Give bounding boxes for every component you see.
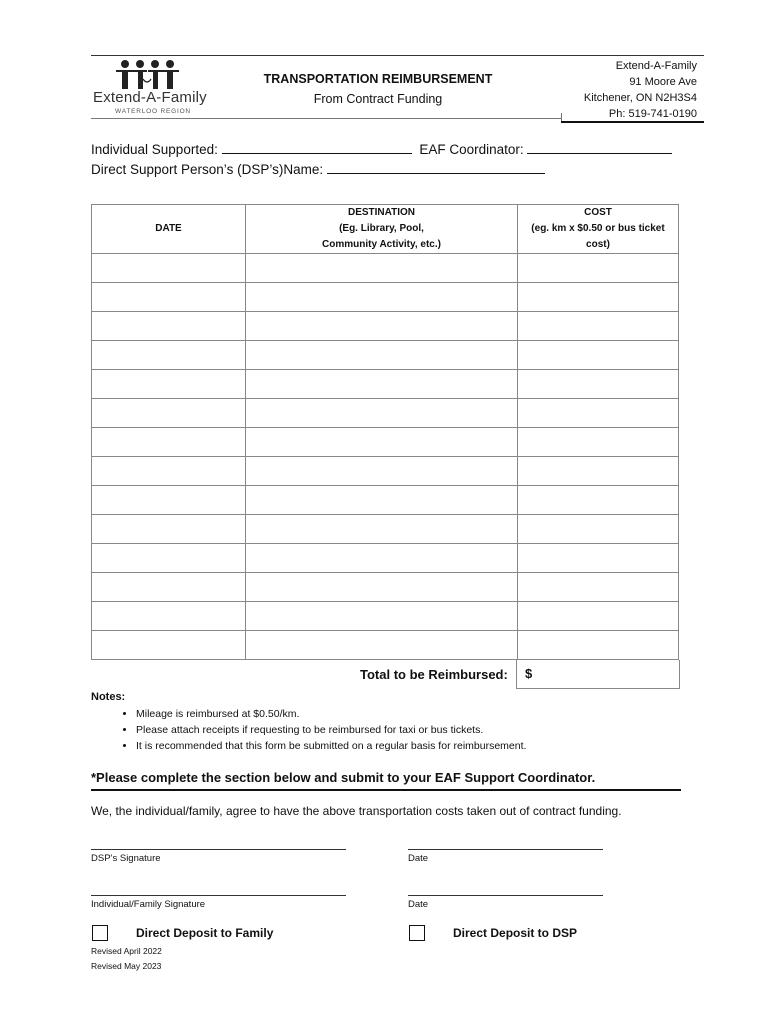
date-cell[interactable] xyxy=(92,370,246,399)
deposit-family-checkbox[interactable] xyxy=(92,925,108,941)
cost-cell[interactable] xyxy=(518,399,679,428)
eaf-coordinator-input[interactable] xyxy=(527,141,672,154)
destination-header-line: Community Activity, etc.) xyxy=(322,239,441,250)
revision-line: Revised May 2023 xyxy=(91,961,162,971)
destination-header-line: DESTINATION xyxy=(347,207,416,218)
cost-cell[interactable] xyxy=(518,283,679,312)
eaf-coordinator-label: EAF Coordinator: xyxy=(419,142,524,157)
dsp-name-field xyxy=(91,161,545,177)
cost-header-line: (eg. km x $0.50 or bus ticket xyxy=(531,223,665,234)
total-label: Total to be Reimbursed: xyxy=(360,667,508,682)
date-cell[interactable] xyxy=(92,312,246,341)
table-row xyxy=(92,457,679,486)
individual-supported-field xyxy=(91,141,672,157)
dsp-name-label: Direct Support Person’s (DSP’s)Name: xyxy=(91,162,324,177)
date-cell[interactable] xyxy=(92,544,246,573)
date-cell[interactable] xyxy=(92,399,246,428)
individual-signature-line[interactable] xyxy=(91,895,346,896)
dsp-signature-label: DSP’s Signature xyxy=(91,853,161,864)
cost-cell[interactable] xyxy=(518,254,679,283)
revision-notes xyxy=(91,944,162,974)
individual-supported-label: Individual Supported: xyxy=(91,142,218,157)
header-bottom-rule-left xyxy=(91,118,561,119)
deposit-dsp-checkbox[interactable] xyxy=(409,925,425,941)
table-row xyxy=(92,283,679,312)
notes-heading: Notes: xyxy=(91,691,126,703)
destination-header-line: (Eg. Library, Pool, xyxy=(339,223,424,234)
dsp-signature-line[interactable] xyxy=(91,849,346,850)
address-line: 91 Moore Ave xyxy=(629,76,697,88)
destination-cell[interactable] xyxy=(246,283,518,312)
destination-cell[interactable] xyxy=(246,428,518,457)
instruction-text: *Please complete the section below and submit to your EAF Support Coordinator. xyxy=(91,770,596,785)
destination-cell[interactable] xyxy=(246,544,518,573)
logo-region: WATERLOO REGION xyxy=(115,108,191,115)
destination-cell[interactable] xyxy=(246,341,518,370)
page-subtitle: From Contract Funding xyxy=(313,92,443,106)
page-title: TRANSPORTATION REIMBURSEMENT xyxy=(263,72,493,86)
destination-cell[interactable] xyxy=(246,312,518,341)
dsp-name-input[interactable] xyxy=(327,161,545,174)
table-row xyxy=(92,602,679,631)
destination-cell[interactable] xyxy=(246,457,518,486)
cost-cell[interactable] xyxy=(518,486,679,515)
logo-name: Extend-A-Family xyxy=(93,89,207,106)
date-cell[interactable] xyxy=(92,631,246,660)
address-line: Kitchener, ON N2H3S4 xyxy=(583,92,697,104)
table-header-row xyxy=(92,205,679,254)
date-cell[interactable] xyxy=(92,602,246,631)
individual-supported-input[interactable] xyxy=(222,141,412,154)
note-item: • Mileage is reimbursed at $0.50/km. xyxy=(136,706,691,722)
address-line: Ph: 519-741-0190 xyxy=(608,108,697,120)
cost-header-line: cost) xyxy=(586,239,610,250)
table-row xyxy=(92,254,679,283)
destination-cell[interactable] xyxy=(246,254,518,283)
cost-header xyxy=(518,205,679,254)
deposit-family-label: Direct Deposit to Family xyxy=(136,926,274,940)
date-cell[interactable] xyxy=(92,486,246,515)
cost-cell[interactable] xyxy=(518,428,679,457)
cost-cell[interactable] xyxy=(518,312,679,341)
date-cell[interactable] xyxy=(92,283,246,312)
destination-cell[interactable] xyxy=(246,602,518,631)
address-block xyxy=(497,58,697,122)
reimbursement-table xyxy=(91,204,679,660)
cost-cell[interactable] xyxy=(518,544,679,573)
table-row xyxy=(92,341,679,370)
family-figures-icon xyxy=(113,59,193,91)
destination-cell[interactable] xyxy=(246,573,518,602)
cost-cell[interactable] xyxy=(518,602,679,631)
table-row xyxy=(92,370,679,399)
destination-cell[interactable] xyxy=(246,515,518,544)
date-cell[interactable] xyxy=(92,515,246,544)
table-row xyxy=(92,631,679,660)
destination-header xyxy=(246,205,518,254)
date-label-1: Date xyxy=(408,853,429,864)
destination-cell[interactable] xyxy=(246,631,518,660)
cost-cell[interactable] xyxy=(518,515,679,544)
table-row xyxy=(92,486,679,515)
cost-cell[interactable] xyxy=(518,573,679,602)
date-header xyxy=(92,205,246,254)
cost-header-line: COST xyxy=(584,207,612,218)
table-row xyxy=(92,515,679,544)
header-top-rule xyxy=(91,55,704,56)
revision-line: Revised April 2022 xyxy=(91,946,162,956)
table-row xyxy=(92,573,679,602)
date-line-1[interactable] xyxy=(408,849,603,850)
date-cell[interactable] xyxy=(92,457,246,486)
date-cell[interactable] xyxy=(92,428,246,457)
table-row xyxy=(92,312,679,341)
total-currency-symbol: $ xyxy=(525,666,533,681)
date-cell[interactable] xyxy=(92,573,246,602)
cost-cell[interactable] xyxy=(518,457,679,486)
note-item: • Please attach receipts if requesting to be reimbursed for taxi or bus tickets. xyxy=(136,722,691,738)
date-label-2: Date xyxy=(408,899,429,910)
agreement-text: We, the individual/family, agree to have the above transportation costs taken out of contract funding. xyxy=(91,804,622,818)
logo xyxy=(93,58,213,118)
table-row xyxy=(92,544,679,573)
destination-cell[interactable] xyxy=(246,399,518,428)
date-header-label: DATE xyxy=(155,223,182,234)
cost-cell[interactable] xyxy=(518,631,679,660)
table-row xyxy=(92,399,679,428)
destination-cell[interactable] xyxy=(246,370,518,399)
address-line: Extend-A-Family xyxy=(615,60,697,72)
date-cell[interactable] xyxy=(92,341,246,370)
cost-cell[interactable] xyxy=(518,341,679,370)
total-box[interactable] xyxy=(516,660,680,689)
date-line-2[interactable] xyxy=(408,895,603,896)
individual-signature-label: Individual/Family Signature xyxy=(91,899,206,910)
date-cell[interactable] xyxy=(92,254,246,283)
note-item: • It is recommended that this form be submitted on a regular basis for reimbursement. xyxy=(136,738,691,754)
destination-cell[interactable] xyxy=(246,486,518,515)
table-row xyxy=(92,428,679,457)
cost-cell[interactable] xyxy=(518,370,679,399)
deposit-dsp-label: Direct Deposit to DSP xyxy=(453,926,578,940)
notes-list xyxy=(91,706,691,754)
instruction-rule xyxy=(91,789,681,791)
